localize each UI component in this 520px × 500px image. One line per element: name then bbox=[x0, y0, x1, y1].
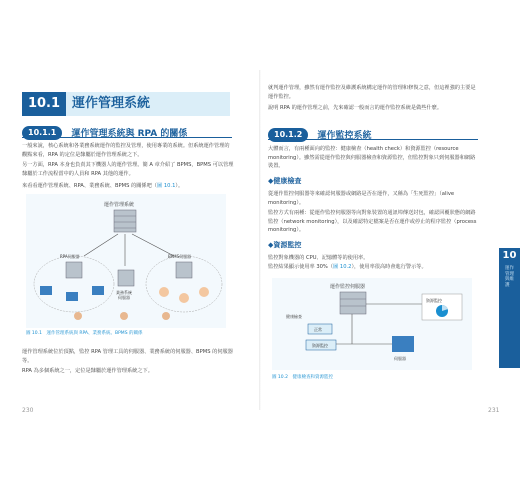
paragraph: 從運作監控伺服器等來確認伺服器或網路是否在運作，又稱為「生死監控」（alive monitoring）。 bbox=[268, 191, 455, 206]
label-business-server-2: 伺服器 bbox=[118, 295, 130, 300]
label-cpu: 資源監控 bbox=[426, 298, 442, 303]
label-server: 伺服器 bbox=[394, 356, 406, 361]
pc-icon bbox=[40, 286, 52, 295]
section-number: 10.1.1 bbox=[22, 126, 62, 140]
figure-caption: 圖 10.1 運作管理系統與 RPA、業務系統、BPMS 的關係 bbox=[26, 331, 143, 336]
monitoring-server-icon bbox=[340, 292, 366, 314]
figure-10-1 bbox=[26, 194, 226, 328]
target-pc-icon bbox=[392, 336, 414, 352]
paragraph: 來看看運作管理系統、RPA、業務系統、BPMS 的關係吧（圖 10.1）。 bbox=[22, 183, 184, 189]
bpms-server-icon bbox=[176, 262, 192, 278]
person-icon bbox=[74, 312, 82, 320]
paragraph: 說明 RPA 的運作管理之前，先來確認一般而言的運作監控系統是做些什麼。 bbox=[268, 105, 443, 111]
section-heading-10-1-1 bbox=[22, 122, 188, 139]
section-title: 運作監控系統 bbox=[317, 131, 372, 141]
label-monitoring-server: 運作監控伺服器 bbox=[330, 284, 366, 290]
section-underline bbox=[268, 139, 478, 140]
tab-chapter-text: 運作管理與維護 bbox=[505, 266, 514, 288]
person-icon bbox=[159, 287, 169, 297]
pc-icon bbox=[92, 286, 104, 295]
chapter-number: 10.1 bbox=[22, 92, 66, 116]
section-heading-10-1-2 bbox=[268, 124, 372, 141]
chapter-side-tab[interactable] bbox=[499, 248, 520, 368]
section-title: 運作管理系統與 RPA 的關係 bbox=[71, 129, 188, 139]
chapter-header bbox=[22, 92, 230, 116]
paragraph: RPA 為多個系統之一，定位是隸屬於運作管理系統之下。 bbox=[22, 368, 153, 374]
figure-ref-link[interactable]: 圖 10.1 bbox=[157, 183, 176, 189]
paragraph: 監控對象機器的 CPU、記憶體等的使用率。 bbox=[268, 255, 369, 261]
person-icon bbox=[179, 293, 189, 303]
person-icon bbox=[120, 312, 128, 320]
figure-caption: 圖 10.2 健康檢查和資源監控 bbox=[272, 375, 333, 380]
chapter-title: 運作管理系統 bbox=[72, 96, 151, 111]
label-bpms-server: BPMS伺服器 bbox=[168, 254, 192, 259]
tab-chapter-number: 10 bbox=[502, 250, 517, 261]
paragraph: 大體而言，有兩種面向的監控：健康檢查（health check）和資源監控（resource monitoring）。雖然需從運作監控與伺服器檢查和資源監控，但監控對象只到伺服器和網路裝置。 bbox=[268, 146, 476, 169]
person-icon bbox=[162, 312, 170, 320]
person-icon bbox=[199, 287, 209, 297]
business-server-icon bbox=[118, 270, 134, 286]
figure-background bbox=[272, 278, 472, 370]
rpa-server-icon bbox=[66, 262, 82, 278]
label-normal: 正常 bbox=[314, 327, 322, 332]
subheading-health-check: ◆健康檢查 bbox=[268, 177, 302, 185]
left-page bbox=[22, 78, 254, 406]
paragraph: 監控方式有兩種：從運作監控伺服器等向對象裝置的通訊埠傳送封包，確認回覆狀態的網路監控（network monitoring），以及確認特定檔案是否在運作或停止的程序監控（process monitoring）。 bbox=[268, 210, 477, 233]
page-number-left: 230 bbox=[22, 407, 34, 414]
subheading-resource-monitoring: ◆資源監控 bbox=[268, 241, 302, 249]
page-number-right: 231 bbox=[488, 407, 500, 414]
paragraph: 監控結果顯示使用率 30%（圖 10.2），使用率很高時會進行警示等。 bbox=[268, 264, 427, 270]
label-rpa-server: RPA伺服器 bbox=[60, 254, 80, 259]
paragraph: 就判運作管理，雖然有運作監控及維護系統構定運作的管理和修復之意，但這裡強的主要是運作監控。 bbox=[268, 85, 476, 100]
top-server-icon bbox=[114, 210, 136, 232]
paragraph: 運作管理系統位於頂點，監控 RPA 管理工具的伺服器、業務系統的伺服器、BPMS 的伺服器等。 bbox=[22, 349, 233, 364]
section-number: 10.1.2 bbox=[268, 128, 308, 142]
label-health-check: 健康檢查 bbox=[286, 314, 302, 319]
label-operation-mgmt: 運作管理系統 bbox=[104, 202, 135, 208]
paragraph: 一般來說，核心系統和各業務系統運作的監控及管理，使用專業的系統。但系統運作管理的觀點來看，RPA 的定位是隸屬於運作管理系統之下。 bbox=[22, 143, 230, 158]
figure-10-2 bbox=[272, 278, 472, 370]
pc-icon bbox=[66, 292, 78, 301]
book-gutter bbox=[259, 70, 261, 410]
paragraph: 另一方面，RPA 本身也負責其下機器人的運作管理。簡 A 章介紹了 BPMS，BPMS 可以管理隸屬於工作流程當中的人員和 RPA 其他的運作。 bbox=[22, 162, 234, 177]
label-resource: 資源監控 bbox=[312, 343, 328, 348]
label-business-server: 業務系統 bbox=[116, 290, 132, 295]
section-underline bbox=[22, 137, 232, 138]
figure-ref-link[interactable]: 圖 10.2 bbox=[333, 264, 352, 270]
right-page bbox=[268, 78, 500, 406]
